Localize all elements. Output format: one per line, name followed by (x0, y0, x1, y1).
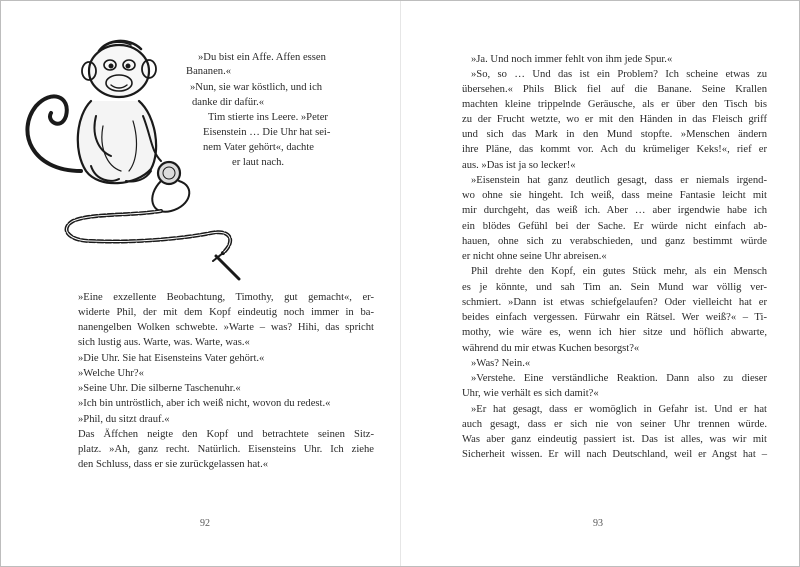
text-line: übersehen.« Phils Blick fiel auf die Banane. Seine Krallen (462, 84, 767, 95)
text-line: beides einfach vergessen. Fürwahr ein Rätsel. Wer weiß?« – Ti- (462, 312, 767, 323)
text-line: »Eine exzellente Beobachtung, Timothy, gut gemacht«, er- (78, 292, 374, 303)
text-line: »Seine Uhr. Die silberne Taschenuhr.« (78, 383, 241, 394)
text-line: »Ich bin untröstlich, aber ich weiß nicht, wovon du redest.« (78, 398, 331, 409)
text-line: den Schluss, dass er sie zurückgelassen hat.« (78, 459, 269, 470)
text-line: Was aber ganz eindeutig passiert ist. Das ist alles, was wir mit (462, 434, 767, 445)
text-line: »Welche Uhr?« (78, 368, 144, 379)
text-line: es je könnte, und sah Tim an. Sein Mund war völlig ver- (462, 282, 767, 293)
page-number-right: 93 (593, 518, 603, 529)
text-line: mir durchgeht, das weiß ich. Aber … aber irgendwie habe ich (462, 205, 767, 216)
text-line: nanengelben Wolken schwebte. »Warte – was? Hihi, das spricht (78, 322, 374, 333)
text-line: auch gesagt, dass er sich nie von seiner Uhr trennen würde. (462, 419, 767, 430)
text-line: widerte Phil, der mit dem Kopf eindeutig noch immer in ba- (78, 307, 374, 318)
text-line: »So, so … Und das ist ein Problem? Ich scheine etwas zu (471, 69, 767, 80)
text-line: er nicht ohne seine Uhr abreisen.« (462, 251, 607, 262)
text-line: aus. »Das ist ja so lecker!« (462, 160, 576, 171)
text-line: »Er hat gesagt, dass er womöglich in Gefahr ist. Und er hat (471, 404, 767, 415)
wrapped-text-line: Eisenstein … Die Uhr hat sei- (203, 127, 331, 138)
text-line: »Die Uhr. Sie hat Eisensteins Vater gehört.« (78, 353, 265, 364)
book-gutter (400, 1, 401, 566)
wrapped-text-line: Bananen.« (186, 66, 232, 77)
text-line: sich lustig aus. Warte, was. Warte, was.« (78, 337, 250, 348)
wrapped-text-line: er laut nach. (232, 157, 285, 168)
text-line: »Was? Nein.« (471, 358, 531, 369)
text-line: »Verstehe. Eine verständliche Reaktion. Dann also zu dieser (471, 373, 767, 384)
text-line: Phil drehte den Kopf, ein gutes Stück mehr, als ein Mensch (471, 266, 767, 277)
text-line: »Ja. Und noch immer fehlt von ihm jede Spur.« (471, 54, 673, 65)
text-line: während du mir etwas Kuchen besorgst?« (462, 343, 640, 354)
text-line: hauen, ohne sich zu verabschieden, und ganz bestimmt würde (462, 236, 767, 247)
text-line: mothy, wie wäre es, wenn ich hier sitze und höflich abwarte, (462, 327, 767, 338)
text-line: ein blödes Gefühl bei der Sache. Er würde nicht einfach ab- (462, 221, 767, 232)
wrapped-text-line: Tim stierte ins Leere. »Peter (208, 112, 328, 123)
text-line: Uhr, wie verhält es sich damit?« (462, 388, 599, 399)
text-line: »Eisenstein hat ganz deutlich gesagt, dass er niemals irgend- (471, 175, 767, 186)
text-line: platz. »Ah, ganz recht. Natürlich. Eisensteins Uhr. Ich ziehe (78, 444, 374, 455)
wrapped-text-line: nem Vater gehört«, dachte (203, 142, 314, 153)
text-line: Sicherheit wissen. Er will nach Deutschland, weil er Angst hat – (462, 449, 767, 460)
text-line: und sich das Mark in den Mund stopfte. »Menschen ändern (462, 129, 767, 140)
text-line: machten kleine trippelnde Geräusche, als er über den Tisch bis (462, 99, 767, 110)
text-line: »Phil, du sitzt drauf.« (78, 414, 170, 425)
wrapped-text-line: »Du bist ein Affe. Affen essen (198, 52, 326, 63)
wrapped-text-line: »Nun, sie war köstlich, und ich (190, 82, 323, 93)
wrapped-text-line: danke dir dafür.« (192, 97, 265, 108)
text-line: schmiert. »Dann ist etwas schiefgelaufen? Oder vielleicht hat er (462, 297, 767, 308)
text-line: wo ohne sie hingeht. Ich weiß, dass meine Fantasie leicht mit (462, 190, 767, 201)
page-number-left: 92 (200, 518, 210, 529)
text-line: zu der Frucht wetzte, wo er mit den Händen in das Fleisch griff (462, 114, 767, 125)
text-line: ihre Pläne, das kommt vor. Ach du krümeliger Keks!«, rief er (462, 144, 767, 155)
text-line: Das Äffchen neigte den Kopf und betrachtete seinen Sitz- (78, 429, 374, 440)
